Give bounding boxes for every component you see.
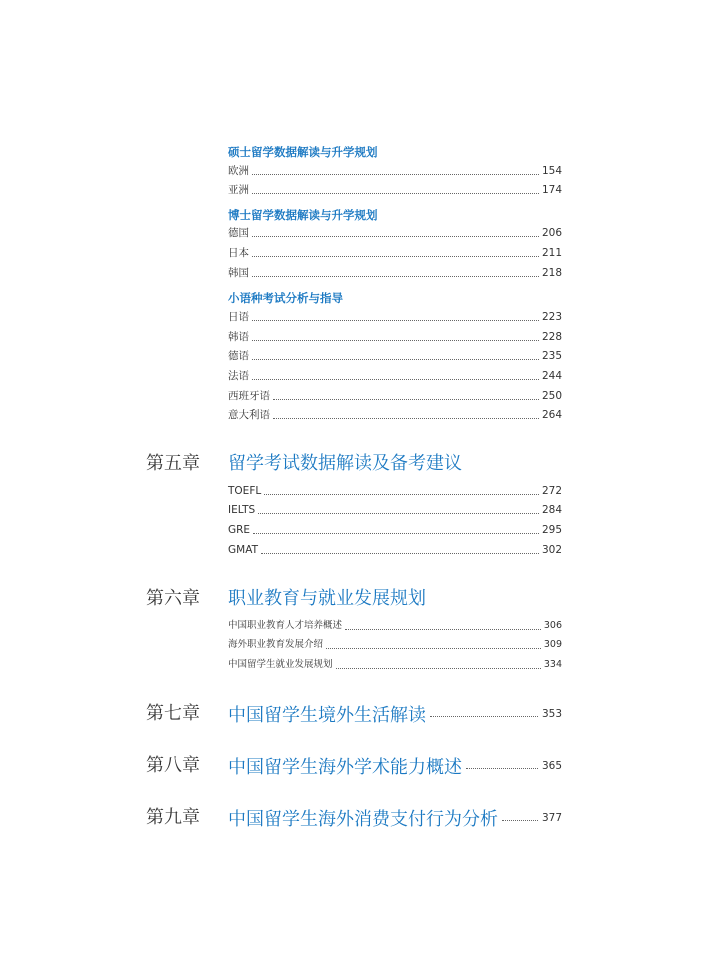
toc-entry-page: 284 bbox=[541, 504, 562, 516]
dot-leader bbox=[273, 418, 539, 419]
toc-entry[interactable] bbox=[228, 388, 562, 404]
toc-entry-label: 法语 bbox=[228, 370, 249, 382]
toc-entry-label: IELTS bbox=[228, 504, 256, 516]
toc-entry-page: 295 bbox=[541, 524, 562, 536]
section-heading-phd: 博士留学数据解读与升学规划 bbox=[228, 208, 378, 222]
toc-entry-page: 218 bbox=[541, 267, 562, 279]
toc-entry-label: 中国职业教育人才培养概述 bbox=[228, 620, 343, 631]
toc-entry[interactable] bbox=[228, 618, 562, 634]
toc-entry[interactable] bbox=[228, 348, 562, 364]
toc-entry-page: 250 bbox=[541, 390, 562, 402]
toc-entry[interactable] bbox=[228, 309, 562, 325]
chapter-title: 中国留学生境外生活解读 bbox=[228, 705, 426, 726]
chapter-page: 377 bbox=[541, 812, 562, 824]
chapter-number: 第七章 bbox=[146, 703, 200, 724]
toc-entry-label: 韩语 bbox=[228, 331, 249, 343]
toc-entry-page: 211 bbox=[541, 247, 562, 259]
dot-leader bbox=[264, 494, 539, 495]
toc-entry[interactable] bbox=[228, 368, 562, 384]
dot-leader bbox=[252, 359, 539, 360]
toc-entry-label: 韩国 bbox=[228, 267, 249, 279]
toc-entry[interactable] bbox=[228, 657, 562, 673]
dot-leader bbox=[336, 668, 541, 669]
toc-entry-label: 海外职业教育发展介绍 bbox=[228, 639, 324, 650]
chapter-entry[interactable] bbox=[228, 702, 562, 726]
toc-entry[interactable] bbox=[228, 637, 562, 653]
toc-entry[interactable] bbox=[228, 163, 562, 179]
chapter-page: 365 bbox=[541, 760, 562, 772]
toc-entry-label: 日本 bbox=[228, 247, 249, 259]
toc-entry-label: 德语 bbox=[228, 350, 249, 362]
dot-leader bbox=[252, 276, 539, 277]
toc-entry-label: 西班牙语 bbox=[228, 390, 270, 402]
chapter-number: 第八章 bbox=[146, 755, 200, 776]
toc-entry[interactable] bbox=[228, 245, 562, 261]
dot-leader bbox=[326, 648, 541, 649]
toc-entry-page: 306 bbox=[543, 620, 562, 631]
section-heading-language-exams: 小语种考试分析与指导 bbox=[228, 291, 343, 305]
dot-leader bbox=[252, 174, 539, 175]
toc-entry[interactable] bbox=[228, 225, 562, 241]
toc-entry-page: 174 bbox=[541, 184, 562, 196]
toc-entry[interactable] bbox=[228, 542, 562, 558]
dot-leader bbox=[252, 340, 539, 341]
dot-leader bbox=[253, 533, 539, 534]
toc-entry-label: 欧洲 bbox=[228, 165, 249, 177]
dot-leader bbox=[252, 193, 539, 194]
toc-entry-label: 亚洲 bbox=[228, 184, 249, 196]
chapter-title: 中国留学生海外消费支付行为分析 bbox=[228, 809, 498, 830]
toc-entry-page: 264 bbox=[541, 409, 562, 421]
chapter-number: 第九章 bbox=[146, 807, 200, 828]
toc-entry-page: 228 bbox=[541, 331, 562, 343]
dot-leader bbox=[261, 553, 539, 554]
toc-entry-page: 206 bbox=[541, 227, 562, 239]
dot-leader bbox=[252, 256, 539, 257]
chapter-page: 353 bbox=[541, 708, 562, 720]
toc-entry[interactable] bbox=[228, 407, 562, 423]
dot-leader bbox=[502, 820, 538, 821]
chapter-title[interactable]: 职业教育与就业发展规划 bbox=[228, 588, 426, 609]
toc-entry-label: GMAT bbox=[228, 544, 258, 556]
toc-entry[interactable] bbox=[228, 265, 562, 281]
dot-leader bbox=[252, 320, 539, 321]
toc-entry[interactable] bbox=[228, 502, 562, 518]
chapter-number: 第五章 bbox=[146, 453, 200, 474]
section-heading-masters: 硕士留学数据解读与升学规划 bbox=[228, 145, 378, 159]
chapter-entry[interactable] bbox=[228, 754, 562, 778]
chapter-number: 第六章 bbox=[146, 588, 200, 609]
dot-leader bbox=[273, 399, 539, 400]
dot-leader bbox=[252, 379, 539, 380]
toc-entry-page: 244 bbox=[541, 370, 562, 382]
toc-entry-page: 272 bbox=[541, 485, 562, 497]
toc-entry[interactable] bbox=[228, 182, 562, 198]
toc-entry-page: 235 bbox=[541, 350, 562, 362]
toc-entry-page: 154 bbox=[541, 165, 562, 177]
toc-entry-label: GRE bbox=[228, 524, 251, 536]
dot-leader bbox=[345, 629, 541, 630]
dot-leader bbox=[430, 716, 538, 717]
toc-entry-page: 223 bbox=[541, 311, 562, 323]
chapter-entry[interactable] bbox=[228, 806, 562, 830]
dot-leader bbox=[252, 236, 539, 237]
toc-entry-label: 日语 bbox=[228, 311, 249, 323]
toc-entry[interactable] bbox=[228, 522, 562, 538]
toc-entry[interactable] bbox=[228, 329, 562, 345]
chapter-title[interactable]: 留学考试数据解读及备考建议 bbox=[228, 453, 462, 474]
toc-entry-page: 309 bbox=[543, 639, 562, 650]
toc-entry-label: 意大利语 bbox=[228, 409, 270, 421]
toc-entry-page: 334 bbox=[543, 659, 562, 670]
toc-entry[interactable] bbox=[228, 483, 562, 499]
dot-leader bbox=[258, 513, 539, 514]
chapter-title: 中国留学生海外学术能力概述 bbox=[228, 757, 462, 778]
toc-entry-label: TOEFL bbox=[228, 485, 262, 497]
toc-entry-page: 302 bbox=[541, 544, 562, 556]
toc-entry-label: 中国留学生就业发展规划 bbox=[228, 659, 333, 670]
toc-entry-label: 德国 bbox=[228, 227, 249, 239]
dot-leader bbox=[466, 768, 538, 769]
